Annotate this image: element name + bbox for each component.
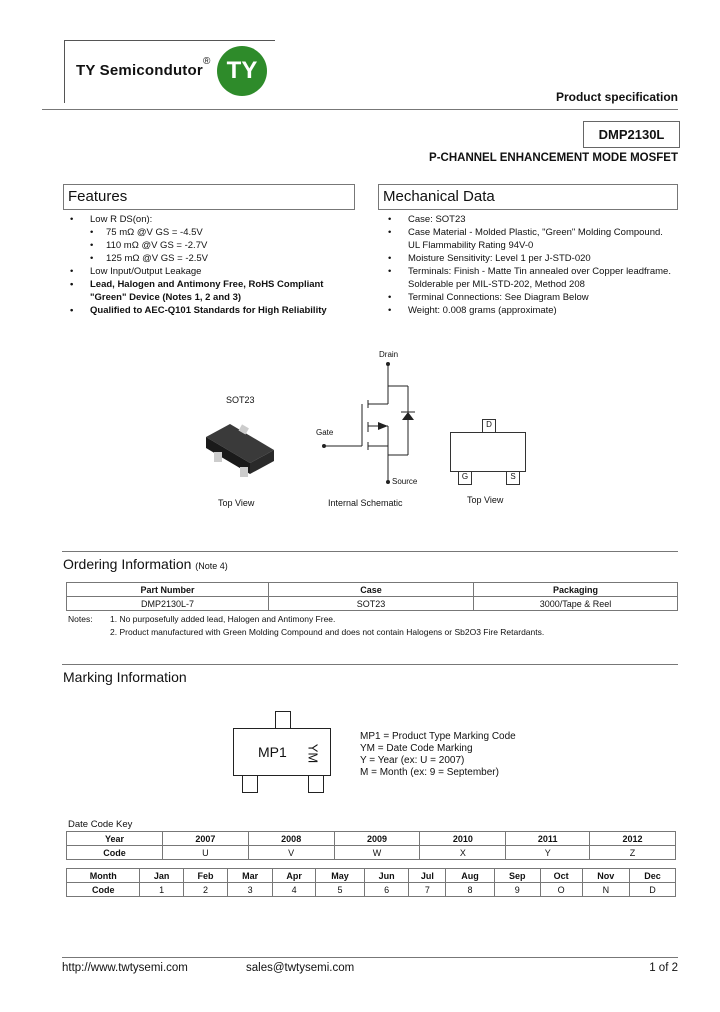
note-2: 2. Product manufactured with Green Molding Compound and does not contain Halogens or Sb2O3 Fire Retardants. [110, 627, 545, 637]
ordering-divider [62, 551, 678, 552]
pinout-body [450, 432, 526, 472]
month-code-cell: 4 [273, 883, 316, 897]
month-code-cell: O [540, 883, 582, 897]
feature-item: • Qualified to AEC-Q101 Standards for High Reliability [66, 304, 356, 317]
ordering-packaging: 3000/Tape & Reel [474, 597, 678, 611]
footer-url[interactable]: http://www.twtysemi.com [62, 962, 188, 974]
marking-legend-line: M = Month (ex: 9 = September) [360, 767, 499, 778]
month-code-cell: 7 [409, 883, 446, 897]
pin-drain: D [482, 419, 496, 433]
month-header-cell: Jul [409, 869, 446, 883]
feature-item: • 75 mΩ @V GS = -4.5V [66, 226, 356, 239]
mosfet-schematic [318, 360, 428, 490]
month-code-cell: 2 [183, 883, 228, 897]
device-subtitle: P-CHANNEL ENHANCEMENT MODE MOSFET [429, 152, 678, 164]
ordering-header-part: Part Number [67, 583, 269, 597]
year-code-cell: U [162, 846, 248, 860]
month-code-cell: N [582, 883, 629, 897]
ordering-header-packaging: Packaging [474, 583, 678, 597]
mechanical-item: • Terminals: Finish - Matte Tin annealed over Copper leadframe. Solderable per MIL-STD-202, Method 208 [384, 265, 676, 291]
year-header-cell: 2009 [334, 832, 420, 846]
feature-item: • Low Input/Output Leakage [66, 265, 356, 278]
year-code-cell: V [248, 846, 334, 860]
mechanical-item: • Weight: 0.008 grams (approximate) [384, 304, 676, 317]
month-code-cell: D [629, 883, 675, 897]
ordering-title [63, 556, 228, 572]
pin-gate: G [458, 471, 472, 485]
month-code-table [66, 868, 676, 897]
marking-legend [360, 731, 516, 779]
mechanical-item: • Case Material - Molded Plastic, "Green" Molding Compound. UL Flammability Rating 94V-0 [384, 226, 676, 252]
month-code-cell: 3 [228, 883, 273, 897]
month-row-label: Month [67, 869, 140, 883]
year-header-cell: 2012 [590, 832, 676, 846]
part-number: DMP2130L [583, 121, 680, 148]
month-code-cell: 5 [316, 883, 365, 897]
year-header-cell: 2007 [162, 832, 248, 846]
ordering-part: DMP2130L-7 [67, 597, 269, 611]
mechanical-header [378, 184, 678, 210]
year-code-table [66, 831, 676, 860]
footer-divider [62, 957, 678, 958]
features-title: Features [68, 188, 128, 205]
source-label: Source [392, 477, 418, 486]
schematic-caption: Internal Schematic [328, 498, 403, 508]
month-header-cell: Jun [364, 869, 409, 883]
gate-label: Gate [316, 428, 334, 437]
footer-email[interactable]: sales@twtysemi.com [246, 962, 355, 974]
drain-label: Drain [379, 350, 399, 359]
year-code-label: Code [67, 846, 163, 860]
month-code-cell: 6 [364, 883, 409, 897]
header-divider [42, 109, 678, 110]
mechanical-item: • Case: SOT23 [384, 213, 676, 226]
month-header-cell: Jan [140, 869, 183, 883]
month-header-cell: Sep [494, 869, 540, 883]
marking-legend-line: Y = Year (ex: U = 2007) [360, 755, 465, 766]
month-header-cell: Mar [228, 869, 273, 883]
month-code-cell: 9 [494, 883, 540, 897]
sot23-package-image [200, 412, 280, 484]
ordering-case: SOT23 [269, 597, 474, 611]
mechanical-item: • Terminal Connections: See Diagram Below [384, 291, 676, 304]
mechanical-title: Mechanical Data [383, 188, 495, 205]
marking-divider [62, 664, 678, 665]
month-header-cell: Dec [629, 869, 675, 883]
year-header-cell: 2011 [506, 832, 590, 846]
feature-item: • 125 mΩ @V GS = -2.5V [66, 252, 356, 265]
marking-chip-date: YM [305, 743, 321, 764]
registered-mark: ® [203, 56, 211, 67]
features-header [63, 184, 355, 210]
notes-label: Notes: [68, 614, 93, 624]
marking-pin-top [275, 711, 291, 729]
ordering-table [66, 582, 678, 611]
year-row-label: Year [67, 832, 163, 846]
date-key-label: Date Code Key [68, 819, 133, 830]
mechanical-list [384, 213, 676, 317]
month-header-cell: May [316, 869, 365, 883]
marking-legend-line: YM = Date Code Marking [360, 743, 473, 754]
month-code-cell: 8 [446, 883, 495, 897]
features-list [66, 213, 356, 317]
footer-page: 1 of 2 [649, 962, 678, 974]
marking-pin-left [242, 775, 258, 793]
company-logo: TY [217, 46, 267, 96]
spec-label: Product specification [555, 90, 678, 104]
note-1: 1. No purposefully added lead, Halogen and Antimony Free. [110, 614, 336, 624]
marking-chip-code: MP1 [258, 744, 287, 760]
marking-pin-right [308, 775, 324, 793]
year-header-cell: 2010 [420, 832, 506, 846]
pinout-caption: Top View [467, 495, 504, 505]
year-code-cell: Z [590, 846, 676, 860]
marking-legend-line: MP1 = Product Type Marking Code [360, 731, 516, 742]
year-code-cell: W [334, 846, 420, 860]
marking-title: Marking Information [63, 669, 187, 685]
year-code-cell: Y [506, 846, 590, 860]
feature-item: • Low R DS(on): [66, 213, 356, 226]
month-header-cell: Nov [582, 869, 629, 883]
month-code-label: Code [67, 883, 140, 897]
month-header-cell: Oct [540, 869, 582, 883]
mechanical-item: • Moisture Sensitivity: Level 1 per J-STD-020 [384, 252, 676, 265]
feature-item: • 110 mΩ @V GS = -2.7V [66, 239, 356, 252]
month-header-cell: Aug [446, 869, 495, 883]
pin-source: S [506, 471, 520, 485]
year-header-cell: 2008 [248, 832, 334, 846]
company-name: TY Semicondutor [76, 62, 203, 79]
month-code-cell: 1 [140, 883, 183, 897]
top-view-caption: Top View [218, 498, 255, 508]
package-label: SOT23 [226, 395, 255, 405]
month-header-cell: Feb [183, 869, 228, 883]
feature-item: • Lead, Halogen and Antimony Free, RoHS Compliant "Green" Device (Notes 1, 2 and 3) [66, 278, 356, 304]
ordering-note-ref: (Note 4) [195, 561, 228, 571]
ordering-title-text: Ordering Information [63, 556, 192, 572]
year-code-cell: X [420, 846, 506, 860]
month-header-cell: Apr [273, 869, 316, 883]
ordering-header-case: Case [269, 583, 474, 597]
